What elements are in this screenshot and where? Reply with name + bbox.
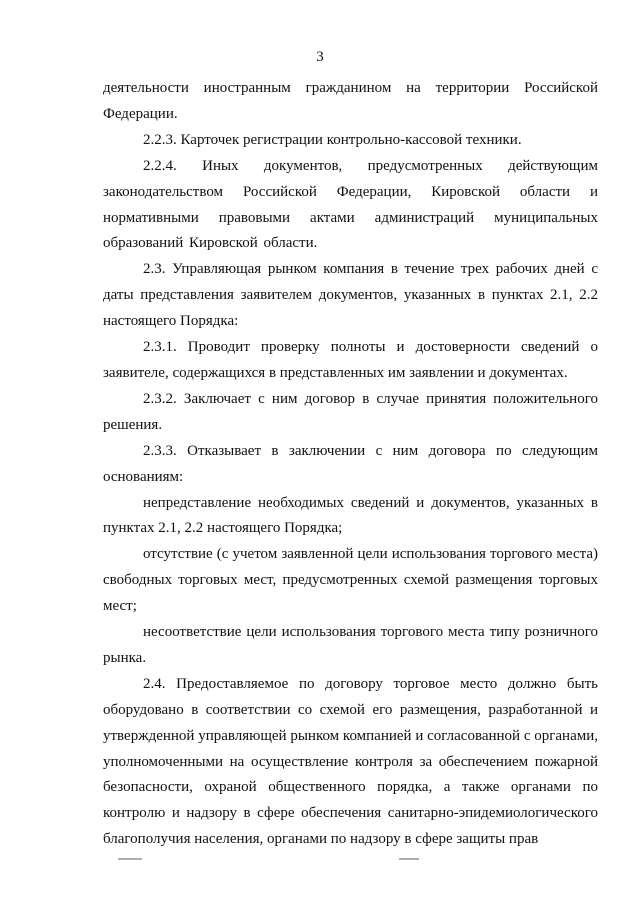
scan-artifact-left bbox=[118, 858, 142, 860]
paragraph-2-2-3: 2.2.3. Карточек регистрации контрольно-кассовой техники. bbox=[143, 131, 522, 148]
list-item-no-free-places: отсутствие (с учетом заявленной цели использования торгового места) свободных торговых мест, предусмотренных схемой размещения торговых мест; bbox=[103, 546, 598, 615]
document-body bbox=[103, 76, 598, 853]
paragraph-2-4: 2.4. Предоставляемое по договору торговое место должно быть оборудовано в соответствии со схемой его размещения, разработанной и утвержденной управляющей рынком компанией и согласованной с органами, уполномоченными на осуществление контроля за обеспечением пожарной безопасности, охраной общественного порядка, а также органами по контролю и надзору в сфере обеспечения санитарно-эпидемиологического благополучия населения, органами по надзору в сфере защиты прав bbox=[103, 675, 599, 848]
list-item-type-mismatch: несоответствие цели использования торгового места типу розничного рынка. bbox=[103, 624, 598, 666]
scan-artifact-right bbox=[399, 858, 419, 860]
paragraph-2-3-1: 2.3.1. Проводит проверку полноты и достоверности сведений о заявителе, содержащихся в представленных им заявлении и документах. bbox=[103, 339, 598, 381]
list-item-missing-documents: непредставление необходимых сведений и документов, указанных в пунктах 2.1, 2.2 настоящего Порядка; bbox=[103, 494, 598, 537]
page-number: 3 bbox=[316, 49, 324, 65]
paragraph-2-2-4: 2.2.4. Иных документов, предусмотренных действующим законодательством Российской Федерации, Кировской области и нормативными правовыми актами администраций муниципальных образований Кировской области. bbox=[103, 157, 598, 252]
paragraph-2-3-3: 2.3.3. Отказывает в заключении с ним договора по следующим основаниям: bbox=[103, 442, 598, 485]
paragraph-continuation: деятельности иностранным гражданином на территории Российской Федерации. bbox=[103, 80, 598, 122]
paragraph-2-3-2: 2.3.2. Заключает с ним договор в случае принятия положительного решения. bbox=[103, 390, 598, 433]
paragraph-2-3: 2.3. Управляющая рынком компания в течение трех рабочих дней с даты представления заявителем документов, указанных в пунктах 2.1, 2.2 настоящего Порядка: bbox=[103, 261, 598, 330]
